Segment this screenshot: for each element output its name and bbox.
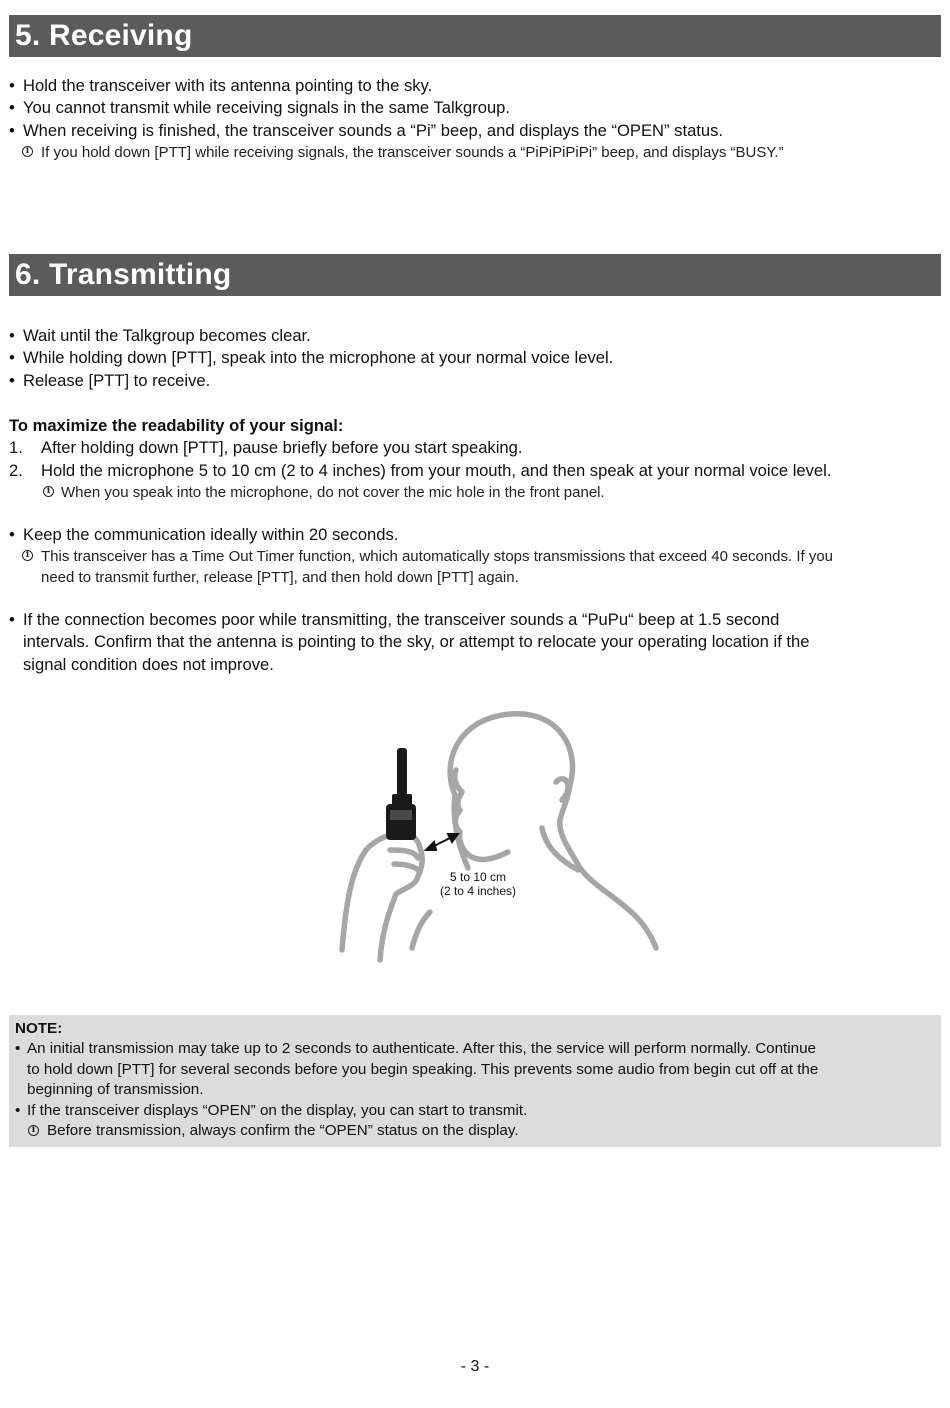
timer-info-line-1: This transceiver has a Time Out Timer function, which automatically stops transmissions that exceed 40 seconds. If you (41, 548, 834, 566)
step-2-number: 2. (9, 460, 23, 480)
step-2-text: Hold the microphone 5 to 10 cm (2 to 4 inches) from your mouth, and then speak at your normal voice level. (41, 460, 832, 480)
page-number: - 3 - (460, 1358, 490, 1375)
finger-2 (394, 864, 420, 872)
poor-connection (9, 609, 941, 676)
note-bullet-1 (15, 1039, 935, 1100)
step-2 (9, 460, 941, 482)
step-info (9, 482, 941, 503)
receiving-bullet-1: • Hold the transceiver with its antenna pointing to the sky. (9, 75, 941, 97)
note-bullet-2-info (15, 1121, 935, 1141)
readability-section (9, 415, 941, 503)
poor-line-3: signal condition does not improve. (23, 654, 274, 674)
keep-bullet: • Keep the communication ideally within 20 seconds. (9, 524, 941, 546)
keep-section (9, 524, 941, 588)
note-bullet-1-line-1: • An initial transmission may take up to 2 seconds to authenticate. After this, the service will perform normally. Continue (27, 1040, 816, 1058)
note-bullet-2-info-text: Before transmission, always confirm the “OPEN” status on the display. (47, 1122, 519, 1140)
note-bullet-1-line-2: to hold down [PTT] for several seconds before you begin speaking. This prevents some audio from begin cut off at the (27, 1060, 819, 1078)
step-1-number: 1. (9, 438, 23, 458)
timer-info (9, 546, 941, 588)
info-icon: i (43, 486, 54, 497)
poor-line-1: • If the connection becomes poor while transmitting, the transceiver sounds a “PuPu“ beep at 1.5 second (9, 609, 941, 631)
receiving-bullet-3: • When receiving is finished, the transceiver sounds a “Pi” beep, and displays the “OPEN” status. (9, 120, 941, 142)
timer-info-line-2: need to transmit further, release [PTT], and then hold down [PTT] again. (41, 569, 519, 587)
receiving-info (9, 142, 941, 163)
note-bullet-1-line-3: beginning of transmission. (27, 1081, 204, 1099)
transmitting-bullet-2: • While holding down [PTT], speak into the microphone at your normal voice level. (9, 347, 941, 369)
finger-1 (390, 850, 418, 858)
transmitting-bullet-3: • Release [PTT] to receive. (9, 370, 941, 392)
receiving-bullets (9, 75, 941, 163)
note-bullet-2: • If the transceiver displays “OPEN” on the display, you can start to transmit. (15, 1101, 935, 1121)
step-1 (9, 437, 941, 459)
step-info-text: When you speak into the microphone, do not cover the mic hole in the front panel. (61, 484, 605, 502)
note-title: NOTE: (15, 1020, 63, 1037)
transmitting-bullet-1: • Wait until the Talkgroup becomes clear. (9, 325, 941, 347)
distance-label: 5 to 10 cm (449, 870, 507, 884)
receiving-bullet-2: • You cannot transmit while receiving signals in the same Talkgroup. (9, 97, 941, 119)
distance-label-imperial: (2 to 4 inches) (439, 884, 517, 898)
chest (412, 912, 430, 948)
radio (386, 748, 416, 840)
head-outline (450, 714, 656, 948)
info-icon: i (22, 550, 33, 561)
receiving-info-text: If you hold down [PTT] while receiving signals, the transceiver sounds a “PiPiPiPiPi” beep, and displays “BUSY.” (41, 144, 784, 162)
section-5-header: 5. Receiving (9, 15, 941, 57)
ear (556, 779, 568, 800)
info-icon: i (28, 1125, 39, 1136)
section-6-header: 6. Transmitting (9, 254, 941, 296)
readability-heading: To maximize the readability of your signal: (9, 416, 344, 435)
transmitting-illustration (330, 700, 670, 970)
info-icon: i (22, 146, 33, 157)
poor-line-2: intervals. Confirm that the antenna is pointing to the sky, or attempt to relocate your operating location if the (23, 632, 810, 652)
note-box (9, 1015, 941, 1147)
distance-arrow (426, 834, 458, 850)
face-profile (455, 770, 508, 859)
step-1-text: After holding down [PTT], pause briefly before you start speaking. (41, 438, 523, 458)
transmitting-bullets (9, 325, 941, 392)
